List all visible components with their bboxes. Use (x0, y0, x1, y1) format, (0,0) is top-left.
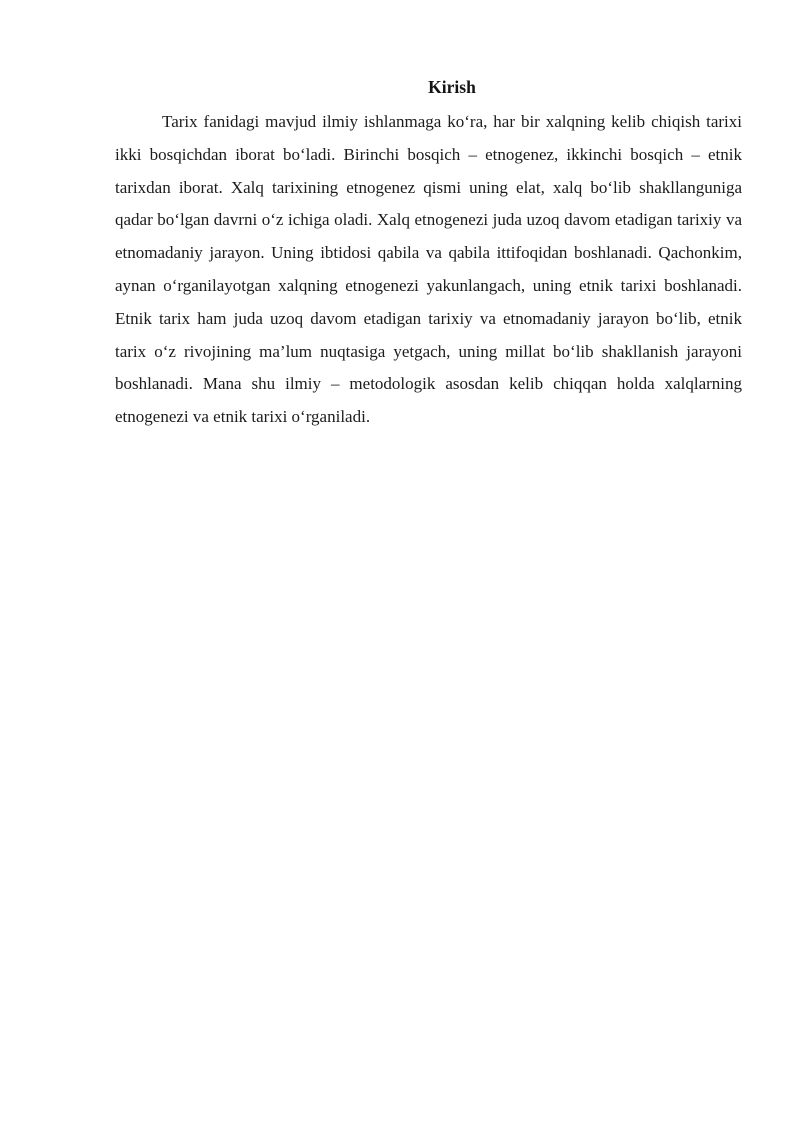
body-paragraph: Tarix fanidagi mavjud ilmiy ishlanmaga ko‘ra, har bir xalqning kelib chiqish tarixi ikki bosqichdan iborat bo‘ladi. Birinchi bosqich – etnogenez, ikkinchi bosqich – etnik tarixdan iborat. Xalq tarixining etnogenez qismi uning elat, xalq bo‘lib shakllanguniga qadar bo‘lgan davrni o‘z ichiga oladi. Xalq etnogenezi juda uzoq davom etadigan tarixiy va etnomadaniy jarayon. Uning ibtidosi qabila va qabila ittifoqidan boshlanadi. Qachonkim, aynan o‘rganilayotgan xalqning etnogenezi yakunlangach, uning etnik tarixi boshlanadi. Etnik tarix ham juda uzoq davom etadigan tarixiy va etnomadaniy jarayon bo‘lib, etnik tarix o‘z rivojining ma’lum nuqtasiga yetgach, uning millat bo‘lib shakllanish jarayoni boshlanadi. Mana shu ilmiy – metodologik asosdan kelib chiqqan holda xalqlarning etnogenezi va etnik tarixi o‘rganiladi. (115, 112, 742, 427)
section-heading: Kirish (428, 77, 476, 97)
